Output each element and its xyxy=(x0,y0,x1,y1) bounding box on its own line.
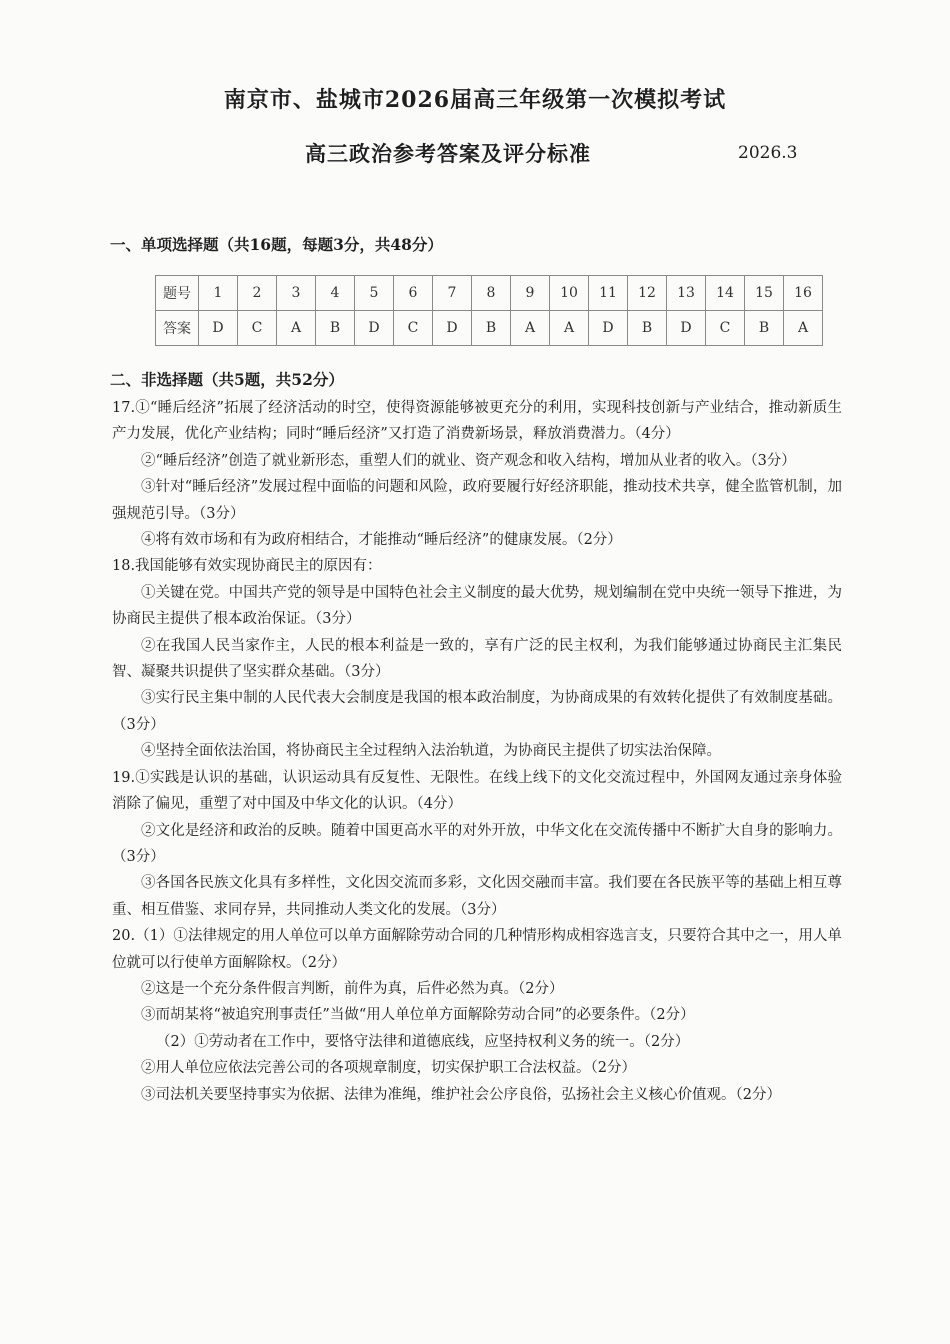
answer-cell: B xyxy=(316,311,355,346)
question-number-cell: 12 xyxy=(628,276,667,311)
answer-body xyxy=(112,395,842,1108)
q19-p1: 19.①实践是认识的基础，认识运动具有反复性、无限性。在线上线下的文化交流过程中，外国网友通过亲身体验消除了偏见，重塑了对中国及中华文化的认识。（4分） xyxy=(112,769,842,813)
q17-p3: ③针对“睡后经济”发展过程中面临的问题和风险，政府要履行好经济职能，推动技术共享，健全监管机制，加强规范引导。（3分） xyxy=(112,479,842,522)
q20-2-p1: （2）①劳动者在工作中，要恪守法律和道德底线，应坚持权利义务的统一。（2分） xyxy=(156,1033,690,1050)
question-number-cell: 1 xyxy=(199,276,238,311)
q20-1-p2: ②这是一个充分条件假言判断，前件为真，后件必然为真。（2分） xyxy=(141,980,564,997)
answer-cell: D xyxy=(433,311,472,346)
answer-cell: B xyxy=(745,311,784,346)
answer-cell: D xyxy=(199,311,238,346)
question-number-cell: 7 xyxy=(433,276,472,311)
question-number-cell: 13 xyxy=(667,276,706,311)
q20-1-p1: 20.（1）①法律规定的用人单位可以单方面解除劳动合同的几种情形构成相容选言支，只要符合其中之一，用人单位就可以行使单方面解除权。（2分） xyxy=(112,928,842,971)
question-number-cell: 3 xyxy=(277,276,316,311)
q18-p4: ④坚持全面依法治国，将协商民主全过程纳入法治轨道，为协商民主提供了切实法治保障。 xyxy=(141,743,721,760)
answer-cell: B xyxy=(628,311,667,346)
question-number-cell: 11 xyxy=(589,276,628,311)
question-number-cell: 16 xyxy=(784,276,823,311)
document-subtitle: 高三政治参考答案及评分标准 xyxy=(305,141,591,166)
document-title: 南京市、盐城市2026届高三年级第一次模拟考试 xyxy=(223,87,727,113)
answer-cell: A xyxy=(277,311,316,346)
answer-cell: D xyxy=(667,311,706,346)
question-number-cell: 2 xyxy=(238,276,277,311)
question-number-cell: 6 xyxy=(394,276,433,311)
q18-p3: ③实行民主集中制的人民代表大会制度是我国的根本政治制度，为协商成果的有效转化提供了有效制度基础。（3分） xyxy=(112,690,842,733)
q17-p1: 17.①“睡后经济”拓展了经济活动的时空，使得资源能够被更充分的利用，实现科技创新与产业结合，推动新质生产力发展，优化产业结构；同时“睡后经济”又打造了消费新场景，释放消费潜力。（4分） xyxy=(112,400,842,443)
answer-table xyxy=(155,275,823,346)
answer-cell: C xyxy=(706,311,745,346)
q20-2-p3: ③司法机关要坚持事实为依据、法律为准绳，维护社会公序良俗，弘扬社会主义核心价值观。（2分） xyxy=(141,1086,781,1103)
q19-p3: ③各国各民族文化具有多样性，文化因交流而多彩，文化因交融而丰富。我们要在各民族平等的基础上相互尊重、相互借鉴、求同存异，共同推动人类文化的发展。（3分） xyxy=(112,875,842,918)
question-number-label: 题号 xyxy=(156,276,199,311)
document-date: 2026.3 xyxy=(738,143,798,163)
answer-cell: D xyxy=(355,311,394,346)
q19-p2: ②文化是经济和政治的反映。随着中国更高水平的对外开放，中华文化在交流传播中不断扩大自身的影响力。（3分） xyxy=(112,822,842,865)
q17-p4: ④将有效市场和有为政府相结合，才能推动“睡后经济”的健康发展。（2分） xyxy=(141,532,622,549)
q18-p2: ②在我国人民当家作主，人民的根本利益是一致的，享有广泛的民主权利，为我们能够通过协商民主汇集民智、凝聚共识提供了坚实群众基础。（3分） xyxy=(112,637,842,681)
question-number-row xyxy=(156,276,823,311)
answer-cell: A xyxy=(784,311,823,346)
answer-cell: A xyxy=(511,311,550,346)
answer-cell: C xyxy=(238,311,277,346)
section1-heading: 一、单项选择题（共16题，每题3分，共48分） xyxy=(110,235,443,254)
answer-row xyxy=(156,311,823,346)
q18-intro: 18.我国能够有效实现协商民主的原因有： xyxy=(112,558,382,575)
question-number-cell: 15 xyxy=(745,276,784,311)
question-number-cell: 10 xyxy=(550,276,589,311)
question-number-cell: 4 xyxy=(316,276,355,311)
answer-cell: D xyxy=(589,311,628,346)
answer-cell: A xyxy=(550,311,589,346)
q17-p2: ②“睡后经济”创造了就业新形态，重塑人们的就业、资产观念和收入结构，增加从业者的收入。（3分） xyxy=(141,452,796,469)
section2-heading: 二、非选择题（共5题，共52分） xyxy=(110,370,344,389)
question-number-cell: 9 xyxy=(511,276,550,311)
answer-cell: C xyxy=(394,311,433,346)
answer-label: 答案 xyxy=(156,311,199,346)
q18-p1: ①关键在党。中国共产党的领导是中国特色社会主义制度的最大优势，规划编制在党中央统一领导下推进，为协商民主提供了根本政治保证。（3分） xyxy=(112,584,842,628)
q20-1-p3: ③而胡某将“被追究刑事责任”当做“用人单位单方面解除劳动合同”的必要条件。（2分） xyxy=(141,1007,695,1024)
answer-cell: B xyxy=(472,311,511,346)
question-number-cell: 8 xyxy=(472,276,511,311)
question-number-cell: 5 xyxy=(355,276,394,311)
q20-2-p2: ②用人单位应依法完善公司的各项规章制度，切实保护职工合法权益。（2分） xyxy=(141,1060,636,1077)
question-number-cell: 14 xyxy=(706,276,745,311)
